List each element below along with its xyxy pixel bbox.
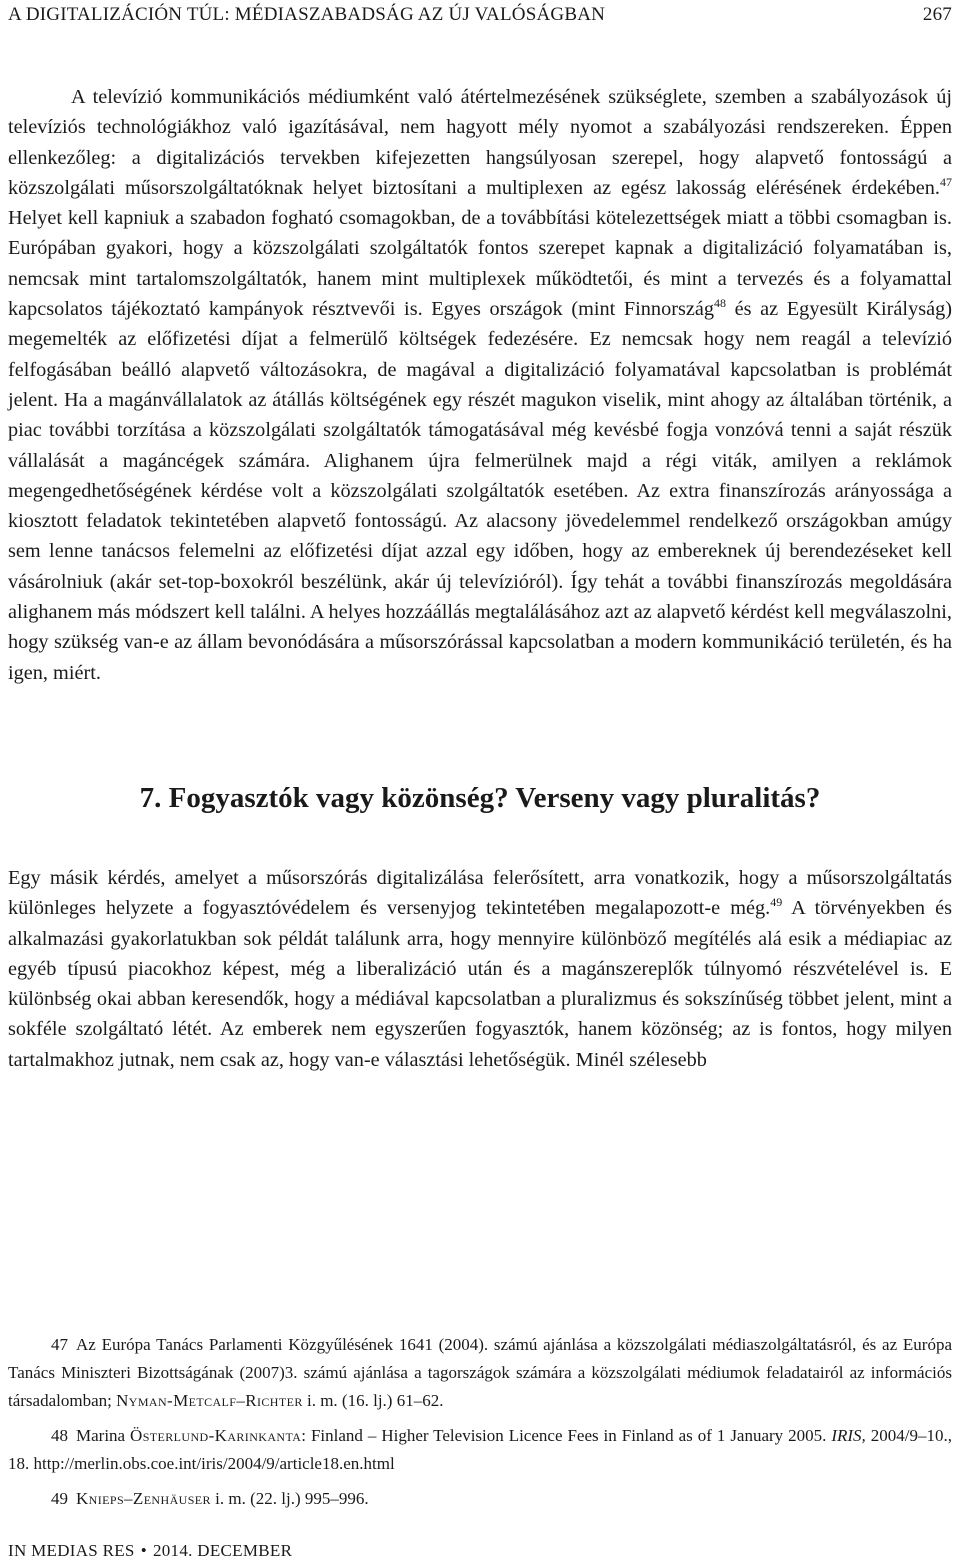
page-footer (8, 1541, 292, 1561)
footnote-journal: IRIS, (831, 1426, 866, 1445)
footer-journal: IN MEDIAS RES (8, 1541, 135, 1560)
footnote-text: i. m. (22. lj.) 995–996. (210, 1489, 369, 1508)
footnote-ref-47[interactable]: 47 (940, 174, 952, 189)
body-paragraph-1 (8, 82, 952, 688)
footnote-text[interactable]: 2004/9–10., 18. http://merlin.obs.coe.int/iris/2004/9/article18.en.html (8, 1426, 952, 1473)
para1-text-3: és az Egyesült Királyság) megemelték az előfizetési díjat a felmerülő költségek fedezésére. Ez nemcsak hogy nem reagál a televízió felfogásában beálló alapvető változásokra, de magával a digitalizáció folyamatával kapcsolatban is problémát jelent. Ha a magánvállalatok az átállás költségének egy részét magukon viselik, mint ahogy az általában történik, a piac további torzítása a közszolgálati szolgáltatók támogatásával még kevésbé fogja vonzóvá tenni a saját részük vállalását a magáncégek számára. Alighanem újra felmerülnek majd a régi viták, amilyen a reklámok megengedhetőségének kérdése volt a közszolgálati szolgáltatók esetében. Az extra finanszírozás arányossága a kiosztott feladatok tekintetében alapvető fontosságú. Az alacsony jövedelemmel rendelkező országokban amúgy sem lenne tanácsos felemelni az előfizetési díjat azzal egy időben, hogy az embereknek új berendezéseket kell vásárolniuk (akár set-top-boxokról beszélünk, akár új televízióról). Így tehát a további finanszírozás megoldására alighanem más módszert kell találni. A helyes hozzáállás megtalálásához azt az alapvető kérdést kell megválaszolni, hogy szükség van-e az állam bevonódására a műsorszórással kapcsolatban a modern kommunikáció területén, és ha igen, miért. (8, 298, 952, 684)
footnote-number: 48 (51, 1426, 68, 1445)
footnote-48 (8, 1422, 952, 1478)
section-heading: 7. Fogyasztók vagy közönség? Verseny vagy pluralitás? (139, 781, 821, 814)
page-number: 267 (922, 4, 952, 25)
footnote-author: Nyman-Metcalf–Richter (116, 1391, 303, 1410)
footnote-number: 49 (51, 1489, 68, 1508)
para2-text-1: Egy másik kérdés, amelyet a műsorszórás digitalizálása felerősített, arra vonatkozik, hogy a műsorszolgáltatás különleges helyzete a fogyasztóvédelem és versenyjog tekintetében megalapozott-e még. (8, 866, 952, 920)
footnote-text: Az Európa Tanács Parlamenti Közgyűlésének 1641 (2004). számú ajánlása a közszolgálati médiaszolgáltatásról, és az Európa Tanács Miniszteri Bizottságának (2007)3. számú ajánlása a tagországok számára a közszolgálati médiumok feladatairól az információs társadalomban; (8, 1335, 952, 1410)
running-title: A DIGITALIZÁCIÓN TÚL: MÉDIASZABADSÁG AZ ÚJ VALÓSÁGBAN (8, 4, 606, 25)
footnote-author: Österlund-Karinkanta (130, 1426, 302, 1445)
body-paragraph-2 (8, 863, 952, 1075)
para1-text-2: Helyet kell kapniuk a szabadon fogható csomagokban, de a továbbítási kötelezettségek miatt a többi csomagban is. Európában gyakori, hogy a közszolgálati szolgáltatók fontos szerepet kapnak a digitalizáció folyamatában is, nemcsak mint tartalomszolgáltatók, hanem mint multiplexek működtetői, és mint a tervezés és a folyamattal kapcsolatos tájékoztató kampányok résztvevői is. Egyes országok (mint Finnország (8, 207, 952, 321)
footnote-ref-49[interactable]: 49 (770, 895, 783, 910)
footnote-text: : Finland – Higher Television Licence Fees in Finland as of 1 January 2005. (301, 1426, 832, 1445)
footnote-text: Marina (76, 1426, 131, 1445)
main-text (8, 82, 952, 1075)
footnote-47 (8, 1331, 952, 1415)
footnote-ref-48[interactable]: 48 (714, 296, 727, 311)
footer-date: 2014. DECEMBER (152, 1541, 293, 1560)
para1-text-1: A televízió kommunikációs médiumként való átértelmezésének szükséglete, szemben a szabályozások új televíziós technológiákhoz való igazításával, nem hagyott mély nyomot a szabályozási rendszereken. Éppen ellenkezőleg: a digitalizációs tervekben kifejezetten hangsúlyosan szerepel, hogy alapvető fontosságú a közszolgálati műsorszolgáltatóknak helyet biztosítani a multiplexen az egész lakosság elérésének érdekében. (8, 86, 952, 199)
footnote-number: 47 (51, 1335, 68, 1354)
footer-bullet: • (140, 1541, 147, 1560)
footnote-author: Knieps–Zenhäuser (76, 1489, 211, 1508)
para2-text-2: A törvényekben és alkalmazási gyakorlatukban sok példát találunk arra, hogy mennyire különböző megítélés alá esik a médiapiac az egyéb típusú piacokhoz képest, még a liberalizáció után és a magánszereplők túlnyomó részvételével is. E különbség okai abban keresendők, hogy a médiával kapcsolatban a pluralizmus és sokszínűség többet jelent, mint a sokféle szolgáltató létét. Az emberek nem egyszerűen fogyasztók, hanem közönség; az is fontos, hogy milyen tartalmakhoz jutnak, nem csak az, hogy van-e választási lehetőségük. Minél szélesebb (8, 897, 952, 1071)
footnotes (8, 1331, 952, 1520)
running-header (8, 4, 952, 26)
footnote-text: i. m. (16. lj.) 61–62. (302, 1391, 444, 1410)
footnote-49 (8, 1485, 952, 1513)
